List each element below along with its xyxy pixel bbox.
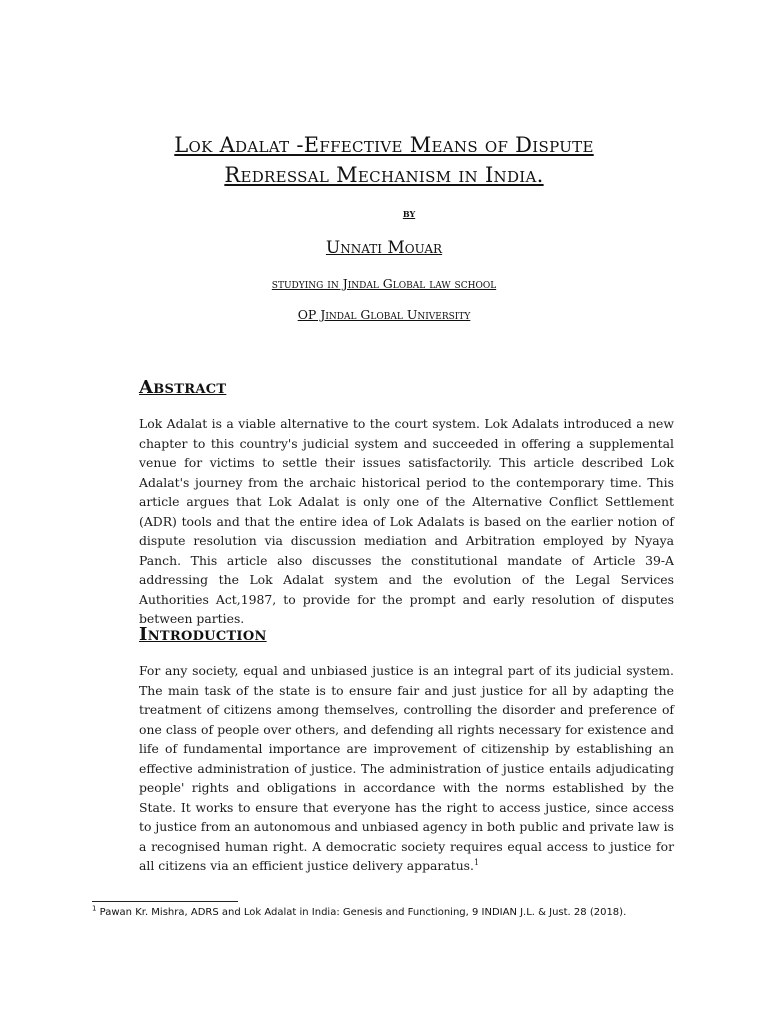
document-title <box>100 130 668 190</box>
affiliation-university: OP Jindal Global University <box>297 307 471 322</box>
title-line-2: Redressal Mechanism in India. <box>224 163 544 187</box>
author-name: Unnati Mouar <box>325 238 443 258</box>
affiliation-school: studying in Jindal Global law school <box>271 276 497 291</box>
footnote-marker: 1 <box>92 904 97 913</box>
title-line-1: Lok Adalat -Effective Means of Dispute <box>174 133 594 157</box>
footnote <box>92 904 627 918</box>
footnote-divider <box>92 901 238 902</box>
byline: by <box>402 206 416 220</box>
introduction-paragraph <box>139 661 674 876</box>
abstract-heading: Abstract <box>139 377 227 398</box>
footnote-text: Pawan Kr. Mishra, ADRS and Lok Adalat in India: Genesis and Functioning, 9 INDIAN J.L. & Just. 28 (2018). <box>99 907 627 918</box>
footnote-reference[interactable]: 1 <box>473 857 480 867</box>
abstract-paragraph: Lok Adalat is a viable alternative to the court system. Lok Adalats introduced a new chapter to this country's judicial system and succeeded in offering a supplemental venue for victims to settle their issues satisfactorily. This article described Lok Adalat's journey from the archaic historical period to the contemporary time. This article argues that Lok Adalat is only one of the Alternative Conflict Settlement (ADR) tools and that the entire idea of Lok Adalats is based on the earlier notion of dispute resolution via discussion mediation and Arbitration employed by Nyaya Panch. This article also discusses the constitutional mandate of Article 39-A addressing the Lok Adalat system and the evolution of the Legal Services Authorities Act,1987, to provide for the prompt and early resolution of disputes between parties. <box>139 416 674 626</box>
introduction-text: For any society, equal and unbiased justice is an integral part of its judicial system. The main task of the state is to ensure fair and just justice for all by adapting the treatment of citizens among themselves, controlling the disorder and preference of one class of people over others, and defending all rights necessary for existence and life of fundamental importance are improvement of citizenship by establishing an effective administration of justice. The administration of justice entails adjudicating people' rights and obligations in accordance with the norms established by the State. It works to ensure that everyone has the right to access justice, since access to justice from an autonomous and unbiased agency in both public and private law is a recognised human right. A democratic society requires equal access to justice for all citizens via an efficient justice delivery apparatus. <box>139 663 674 873</box>
introduction-heading: Introduction <box>139 624 267 645</box>
